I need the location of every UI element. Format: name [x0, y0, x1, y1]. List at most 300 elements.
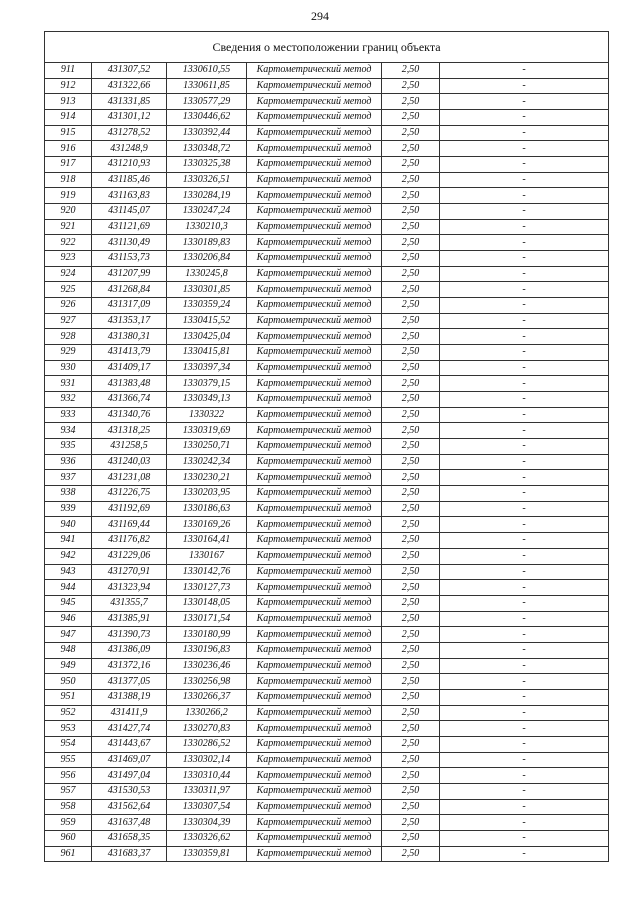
note-cell: - — [440, 830, 609, 846]
note-cell: - — [440, 846, 609, 862]
note-cell: - — [440, 768, 609, 784]
x-coordinate-cell: 431185,46 — [92, 172, 167, 188]
x-coordinate-cell: 431130,49 — [92, 235, 167, 251]
accuracy-cell: 2,50 — [382, 439, 440, 455]
x-coordinate-cell: 431229,06 — [92, 548, 167, 564]
y-coordinate-cell: 1330325,38 — [167, 157, 247, 173]
page-number: 294 — [311, 9, 329, 23]
accuracy-cell: 2,50 — [382, 799, 440, 815]
point-number-cell: 914 — [45, 110, 92, 126]
note-cell: - — [440, 313, 609, 329]
y-coordinate-cell: 1330180,99 — [167, 627, 247, 643]
x-coordinate-cell: 431318,25 — [92, 423, 167, 439]
accuracy-cell: 2,50 — [382, 768, 440, 784]
table-row — [45, 78, 609, 94]
y-coordinate-cell: 1330610,55 — [167, 63, 247, 79]
x-coordinate-cell: 431409,17 — [92, 360, 167, 376]
y-coordinate-cell: 1330425,04 — [167, 329, 247, 345]
y-coordinate-cell: 1330359,24 — [167, 298, 247, 314]
note-cell: - — [440, 282, 609, 298]
note-cell: - — [440, 172, 609, 188]
accuracy-cell: 2,50 — [382, 392, 440, 408]
x-coordinate-cell: 431562,64 — [92, 799, 167, 815]
table-row — [45, 94, 609, 110]
accuracy-cell: 2,50 — [382, 752, 440, 768]
accuracy-cell: 2,50 — [382, 486, 440, 502]
accuracy-cell: 2,50 — [382, 548, 440, 564]
accuracy-cell: 2,50 — [382, 78, 440, 94]
method-cell: Картометрический метод — [247, 768, 382, 784]
table-row — [45, 501, 609, 517]
y-coordinate-cell: 1330164,41 — [167, 533, 247, 549]
x-coordinate-cell: 431322,66 — [92, 78, 167, 94]
x-coordinate-cell: 431637,48 — [92, 815, 167, 831]
method-cell: Картометрический метод — [247, 595, 382, 611]
method-cell: Картометрический метод — [247, 799, 382, 815]
point-number-cell: 923 — [45, 251, 92, 267]
table-row — [45, 251, 609, 267]
accuracy-cell: 2,50 — [382, 282, 440, 298]
accuracy-cell: 2,50 — [382, 110, 440, 126]
y-coordinate-cell: 1330359,81 — [167, 846, 247, 862]
x-coordinate-cell: 431683,37 — [92, 846, 167, 862]
accuracy-cell: 2,50 — [382, 251, 440, 267]
x-coordinate-cell: 431353,17 — [92, 313, 167, 329]
accuracy-cell: 2,50 — [382, 830, 440, 846]
method-cell: Картометрический метод — [247, 721, 382, 737]
table-row — [45, 846, 609, 862]
table-row — [45, 313, 609, 329]
accuracy-cell: 2,50 — [382, 423, 440, 439]
method-cell: Картометрический метод — [247, 736, 382, 752]
note-cell: - — [440, 251, 609, 267]
point-number-cell: 931 — [45, 376, 92, 392]
method-cell: Картометрический метод — [247, 188, 382, 204]
y-coordinate-cell: 1330446,62 — [167, 110, 247, 126]
method-cell: Картометрический метод — [247, 689, 382, 705]
table-row — [45, 423, 609, 439]
point-number-cell: 921 — [45, 219, 92, 235]
x-coordinate-cell: 431377,05 — [92, 674, 167, 690]
note-cell: - — [440, 439, 609, 455]
note-cell: - — [440, 423, 609, 439]
y-coordinate-cell: 1330611,85 — [167, 78, 247, 94]
table-row — [45, 470, 609, 486]
y-coordinate-cell: 1330196,83 — [167, 642, 247, 658]
method-cell: Картометрический метод — [247, 392, 382, 408]
accuracy-cell: 2,50 — [382, 298, 440, 314]
point-number-cell: 944 — [45, 580, 92, 596]
note-cell: - — [440, 360, 609, 376]
accuracy-cell: 2,50 — [382, 705, 440, 721]
x-coordinate-cell: 431411,9 — [92, 705, 167, 721]
y-coordinate-cell: 1330250,71 — [167, 439, 247, 455]
accuracy-cell: 2,50 — [382, 94, 440, 110]
method-cell: Картометрический метод — [247, 313, 382, 329]
x-coordinate-cell: 431163,83 — [92, 188, 167, 204]
method-cell: Картометрический метод — [247, 407, 382, 423]
point-number-cell: 948 — [45, 642, 92, 658]
method-cell: Картометрический метод — [247, 125, 382, 141]
point-number-cell: 958 — [45, 799, 92, 815]
y-coordinate-cell: 1330302,14 — [167, 752, 247, 768]
note-cell: - — [440, 298, 609, 314]
x-coordinate-cell: 431270,91 — [92, 564, 167, 580]
note-cell: - — [440, 674, 609, 690]
note-cell: - — [440, 501, 609, 517]
table-row — [45, 141, 609, 157]
method-cell: Картометрический метод — [247, 282, 382, 298]
x-coordinate-cell: 431226,75 — [92, 486, 167, 502]
point-number-cell: 918 — [45, 172, 92, 188]
accuracy-cell: 2,50 — [382, 674, 440, 690]
table-row — [45, 329, 609, 345]
note-cell: - — [440, 219, 609, 235]
note-cell: - — [440, 94, 609, 110]
y-coordinate-cell: 1330286,52 — [167, 736, 247, 752]
accuracy-cell: 2,50 — [382, 345, 440, 361]
x-coordinate-cell: 431207,99 — [92, 266, 167, 282]
method-cell: Картометрический метод — [247, 439, 382, 455]
method-cell: Картометрический метод — [247, 63, 382, 79]
table-row — [45, 392, 609, 408]
method-cell: Картометрический метод — [247, 501, 382, 517]
method-cell: Картометрический метод — [247, 235, 382, 251]
x-coordinate-cell: 431390,73 — [92, 627, 167, 643]
point-number-cell: 935 — [45, 439, 92, 455]
x-coordinate-cell: 431340,76 — [92, 407, 167, 423]
point-number-cell: 916 — [45, 141, 92, 157]
y-coordinate-cell: 1330310,44 — [167, 768, 247, 784]
x-coordinate-cell: 431153,73 — [92, 251, 167, 267]
table-row — [45, 768, 609, 784]
x-coordinate-cell: 431385,91 — [92, 611, 167, 627]
accuracy-cell: 2,50 — [382, 564, 440, 580]
method-cell: Картометрический метод — [247, 157, 382, 173]
method-cell: Картометрический метод — [247, 110, 382, 126]
note-cell: - — [440, 564, 609, 580]
x-coordinate-cell: 431169,44 — [92, 517, 167, 533]
method-cell: Картометрический метод — [247, 266, 382, 282]
method-cell: Картометрический метод — [247, 454, 382, 470]
table-row — [45, 752, 609, 768]
note-cell: - — [440, 736, 609, 752]
y-coordinate-cell: 1330322 — [167, 407, 247, 423]
table-row — [45, 407, 609, 423]
note-cell: - — [440, 611, 609, 627]
y-coordinate-cell: 1330266,2 — [167, 705, 247, 721]
y-coordinate-cell: 1330326,51 — [167, 172, 247, 188]
note-cell: - — [440, 454, 609, 470]
method-cell: Картометрический метод — [247, 172, 382, 188]
table-row — [45, 235, 609, 251]
method-cell: Картометрический метод — [247, 251, 382, 267]
y-coordinate-cell: 1330189,83 — [167, 235, 247, 251]
method-cell: Картометрический метод — [247, 705, 382, 721]
x-coordinate-cell: 431469,07 — [92, 752, 167, 768]
x-coordinate-cell: 431497,04 — [92, 768, 167, 784]
x-coordinate-cell: 431176,82 — [92, 533, 167, 549]
table-row — [45, 486, 609, 502]
note-cell: - — [440, 266, 609, 282]
point-number-cell: 920 — [45, 204, 92, 220]
note-cell: - — [440, 721, 609, 737]
table-row — [45, 736, 609, 752]
note-cell: - — [440, 188, 609, 204]
table-row — [45, 376, 609, 392]
note-cell: - — [440, 642, 609, 658]
accuracy-cell: 2,50 — [382, 376, 440, 392]
x-coordinate-cell: 431323,94 — [92, 580, 167, 596]
point-number-cell: 949 — [45, 658, 92, 674]
accuracy-cell: 2,50 — [382, 188, 440, 204]
note-cell: - — [440, 486, 609, 502]
x-coordinate-cell: 431383,48 — [92, 376, 167, 392]
x-coordinate-cell: 431240,03 — [92, 454, 167, 470]
y-coordinate-cell: 1330142,76 — [167, 564, 247, 580]
x-coordinate-cell: 431145,07 — [92, 204, 167, 220]
table-row — [45, 125, 609, 141]
boundary-table — [44, 31, 608, 862]
note-cell: - — [440, 689, 609, 705]
accuracy-cell: 2,50 — [382, 846, 440, 862]
accuracy-cell: 2,50 — [382, 407, 440, 423]
accuracy-cell: 2,50 — [382, 470, 440, 486]
y-coordinate-cell: 1330256,98 — [167, 674, 247, 690]
method-cell: Картометрический метод — [247, 533, 382, 549]
y-coordinate-cell: 1330169,26 — [167, 517, 247, 533]
x-coordinate-cell: 431121,69 — [92, 219, 167, 235]
accuracy-cell: 2,50 — [382, 783, 440, 799]
point-number-cell: 911 — [45, 63, 92, 79]
method-cell: Картометрический метод — [247, 329, 382, 345]
accuracy-cell: 2,50 — [382, 501, 440, 517]
y-coordinate-cell: 1330247,24 — [167, 204, 247, 220]
table-row — [45, 721, 609, 737]
note-cell: - — [440, 329, 609, 345]
y-coordinate-cell: 1330379,15 — [167, 376, 247, 392]
point-number-cell: 956 — [45, 768, 92, 784]
y-coordinate-cell: 1330245,8 — [167, 266, 247, 282]
accuracy-cell: 2,50 — [382, 63, 440, 79]
note-cell: - — [440, 658, 609, 674]
y-coordinate-cell: 1330307,54 — [167, 799, 247, 815]
x-coordinate-cell: 431248,9 — [92, 141, 167, 157]
point-number-cell: 945 — [45, 595, 92, 611]
table-row — [45, 517, 609, 533]
note-cell: - — [440, 345, 609, 361]
accuracy-cell: 2,50 — [382, 721, 440, 737]
x-coordinate-cell: 431427,74 — [92, 721, 167, 737]
y-coordinate-cell: 1330311,97 — [167, 783, 247, 799]
accuracy-cell: 2,50 — [382, 658, 440, 674]
point-number-cell: 928 — [45, 329, 92, 345]
y-coordinate-cell: 1330242,34 — [167, 454, 247, 470]
point-number-cell: 954 — [45, 736, 92, 752]
point-number-cell: 937 — [45, 470, 92, 486]
accuracy-cell: 2,50 — [382, 611, 440, 627]
y-coordinate-cell: 1330284,19 — [167, 188, 247, 204]
method-cell: Картометрический метод — [247, 815, 382, 831]
accuracy-cell: 2,50 — [382, 517, 440, 533]
table-row — [45, 282, 609, 298]
y-coordinate-cell: 1330236,46 — [167, 658, 247, 674]
method-cell: Картометрический метод — [247, 548, 382, 564]
point-number-cell: 930 — [45, 360, 92, 376]
method-cell: Картометрический метод — [247, 674, 382, 690]
point-number-cell: 934 — [45, 423, 92, 439]
y-coordinate-cell: 1330270,83 — [167, 721, 247, 737]
table-row — [45, 204, 609, 220]
note-cell: - — [440, 63, 609, 79]
method-cell: Картометрический метод — [247, 627, 382, 643]
note-cell: - — [440, 141, 609, 157]
table-row — [45, 674, 609, 690]
table-row — [45, 360, 609, 376]
y-coordinate-cell: 1330326,62 — [167, 830, 247, 846]
point-number-cell: 919 — [45, 188, 92, 204]
table-row — [45, 799, 609, 815]
note-cell: - — [440, 157, 609, 173]
accuracy-cell: 2,50 — [382, 266, 440, 282]
point-number-cell: 933 — [45, 407, 92, 423]
method-cell: Картометрический метод — [247, 94, 382, 110]
accuracy-cell: 2,50 — [382, 125, 440, 141]
x-coordinate-cell: 431530,53 — [92, 783, 167, 799]
table-row — [45, 439, 609, 455]
y-coordinate-cell: 1330266,37 — [167, 689, 247, 705]
method-cell: Картометрический метод — [247, 360, 382, 376]
point-number-cell: 922 — [45, 235, 92, 251]
x-coordinate-cell: 431301,12 — [92, 110, 167, 126]
point-number-cell: 936 — [45, 454, 92, 470]
table-row — [45, 533, 609, 549]
y-coordinate-cell: 1330392,44 — [167, 125, 247, 141]
point-number-cell: 932 — [45, 392, 92, 408]
x-coordinate-cell: 431372,16 — [92, 658, 167, 674]
y-coordinate-cell: 1330186,63 — [167, 501, 247, 517]
y-coordinate-cell: 1330230,21 — [167, 470, 247, 486]
point-number-cell: 938 — [45, 486, 92, 502]
accuracy-cell: 2,50 — [382, 235, 440, 251]
table-row — [45, 564, 609, 580]
method-cell: Картометрический метод — [247, 658, 382, 674]
point-number-cell: 939 — [45, 501, 92, 517]
accuracy-cell: 2,50 — [382, 141, 440, 157]
method-cell: Картометрический метод — [247, 783, 382, 799]
table-row — [45, 642, 609, 658]
point-number-cell: 929 — [45, 345, 92, 361]
y-coordinate-cell: 1330577,29 — [167, 94, 247, 110]
x-coordinate-cell: 431268,84 — [92, 282, 167, 298]
x-coordinate-cell: 431443,67 — [92, 736, 167, 752]
note-cell: - — [440, 595, 609, 611]
accuracy-cell: 2,50 — [382, 157, 440, 173]
accuracy-cell: 2,50 — [382, 219, 440, 235]
accuracy-cell: 2,50 — [382, 172, 440, 188]
table-row — [45, 783, 609, 799]
y-coordinate-cell: 1330171,54 — [167, 611, 247, 627]
y-coordinate-cell: 1330167 — [167, 548, 247, 564]
table-row — [45, 580, 609, 596]
method-cell: Картометрический метод — [247, 846, 382, 862]
point-number-cell: 950 — [45, 674, 92, 690]
y-coordinate-cell: 1330301,85 — [167, 282, 247, 298]
point-number-cell: 940 — [45, 517, 92, 533]
table-row — [45, 548, 609, 564]
table-row — [45, 157, 609, 173]
x-coordinate-cell: 431658,35 — [92, 830, 167, 846]
method-cell: Картометрический метод — [247, 78, 382, 94]
point-number-cell: 951 — [45, 689, 92, 705]
point-number-cell: 959 — [45, 815, 92, 831]
y-coordinate-cell: 1330415,81 — [167, 345, 247, 361]
x-coordinate-cell: 431380,31 — [92, 329, 167, 345]
note-cell: - — [440, 110, 609, 126]
method-cell: Картометрический метод — [247, 830, 382, 846]
y-coordinate-cell: 1330127,73 — [167, 580, 247, 596]
note-cell: - — [440, 78, 609, 94]
accuracy-cell: 2,50 — [382, 627, 440, 643]
note-cell: - — [440, 627, 609, 643]
method-cell: Картометрический метод — [247, 470, 382, 486]
note-cell: - — [440, 752, 609, 768]
x-coordinate-cell: 431355,7 — [92, 595, 167, 611]
accuracy-cell: 2,50 — [382, 595, 440, 611]
note-cell: - — [440, 799, 609, 815]
note-cell: - — [440, 783, 609, 799]
note-cell: - — [440, 376, 609, 392]
table-row — [45, 172, 609, 188]
point-number-cell: 943 — [45, 564, 92, 580]
y-coordinate-cell: 1330148,05 — [167, 595, 247, 611]
method-cell: Картометрический метод — [247, 298, 382, 314]
y-coordinate-cell: 1330415,52 — [167, 313, 247, 329]
note-cell: - — [440, 533, 609, 549]
table-row — [45, 345, 609, 361]
x-coordinate-cell: 431231,08 — [92, 470, 167, 486]
table-row — [45, 658, 609, 674]
y-coordinate-cell: 1330348,72 — [167, 141, 247, 157]
note-cell: - — [440, 815, 609, 831]
note-cell: - — [440, 548, 609, 564]
x-coordinate-cell: 431258,5 — [92, 439, 167, 455]
x-coordinate-cell: 431192,69 — [92, 501, 167, 517]
method-cell: Картометрический метод — [247, 345, 382, 361]
point-number-cell: 947 — [45, 627, 92, 643]
point-number-cell: 941 — [45, 533, 92, 549]
accuracy-cell: 2,50 — [382, 815, 440, 831]
x-coordinate-cell: 431307,52 — [92, 63, 167, 79]
table-row — [45, 454, 609, 470]
y-coordinate-cell: 1330397,34 — [167, 360, 247, 376]
x-coordinate-cell: 431331,85 — [92, 94, 167, 110]
note-cell: - — [440, 517, 609, 533]
note-cell: - — [440, 705, 609, 721]
point-number-cell: 913 — [45, 94, 92, 110]
y-coordinate-cell: 1330349,13 — [167, 392, 247, 408]
point-number-cell: 955 — [45, 752, 92, 768]
x-coordinate-cell: 431366,74 — [92, 392, 167, 408]
accuracy-cell: 2,50 — [382, 533, 440, 549]
method-cell: Картометрический метод — [247, 611, 382, 627]
table-row — [45, 830, 609, 846]
accuracy-cell: 2,50 — [382, 736, 440, 752]
y-coordinate-cell: 1330203,95 — [167, 486, 247, 502]
method-cell: Картометрический метод — [247, 376, 382, 392]
method-cell: Картометрический метод — [247, 219, 382, 235]
table-row — [45, 611, 609, 627]
